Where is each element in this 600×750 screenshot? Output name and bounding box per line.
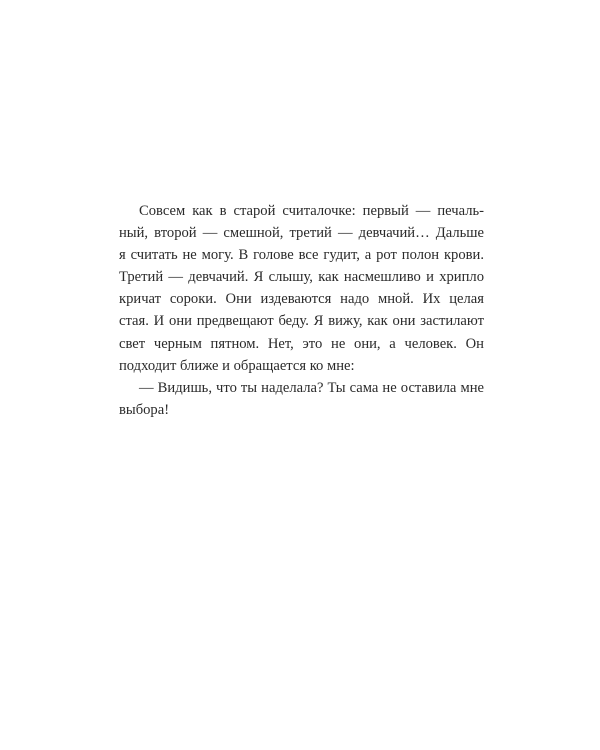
text-line: кричат сороки. Они издеваются надо мной. Их целая	[119, 291, 484, 308]
body-text	[119, 200, 484, 421]
text-line: Совсем как в старой считалочке: первый — печаль-	[139, 203, 484, 219]
text-line: — Видишь, что ты наделала? Ты сама не оставила мне	[139, 379, 484, 396]
text-line: ный, второй — смешной, третий — девчачий… Дальше	[119, 225, 484, 242]
text-line: выбора!	[119, 401, 170, 418]
paragraph-1	[119, 200, 484, 377]
paragraph-2	[119, 377, 484, 421]
text-line: я считать не могу. В голове все гудит, а рот полон крови.	[119, 247, 484, 264]
text-line: подходит ближе и обращается ко мне:	[119, 357, 355, 374]
text-line: стая. И они предвещают беду. Я вижу, как они застилают	[119, 313, 484, 330]
text-line: свет черным пятном. Нет, это не они, а человек. Он	[119, 335, 484, 352]
text-line: Третий — девчачий. Я слышу, как насмешливо и хрипло	[119, 269, 484, 286]
